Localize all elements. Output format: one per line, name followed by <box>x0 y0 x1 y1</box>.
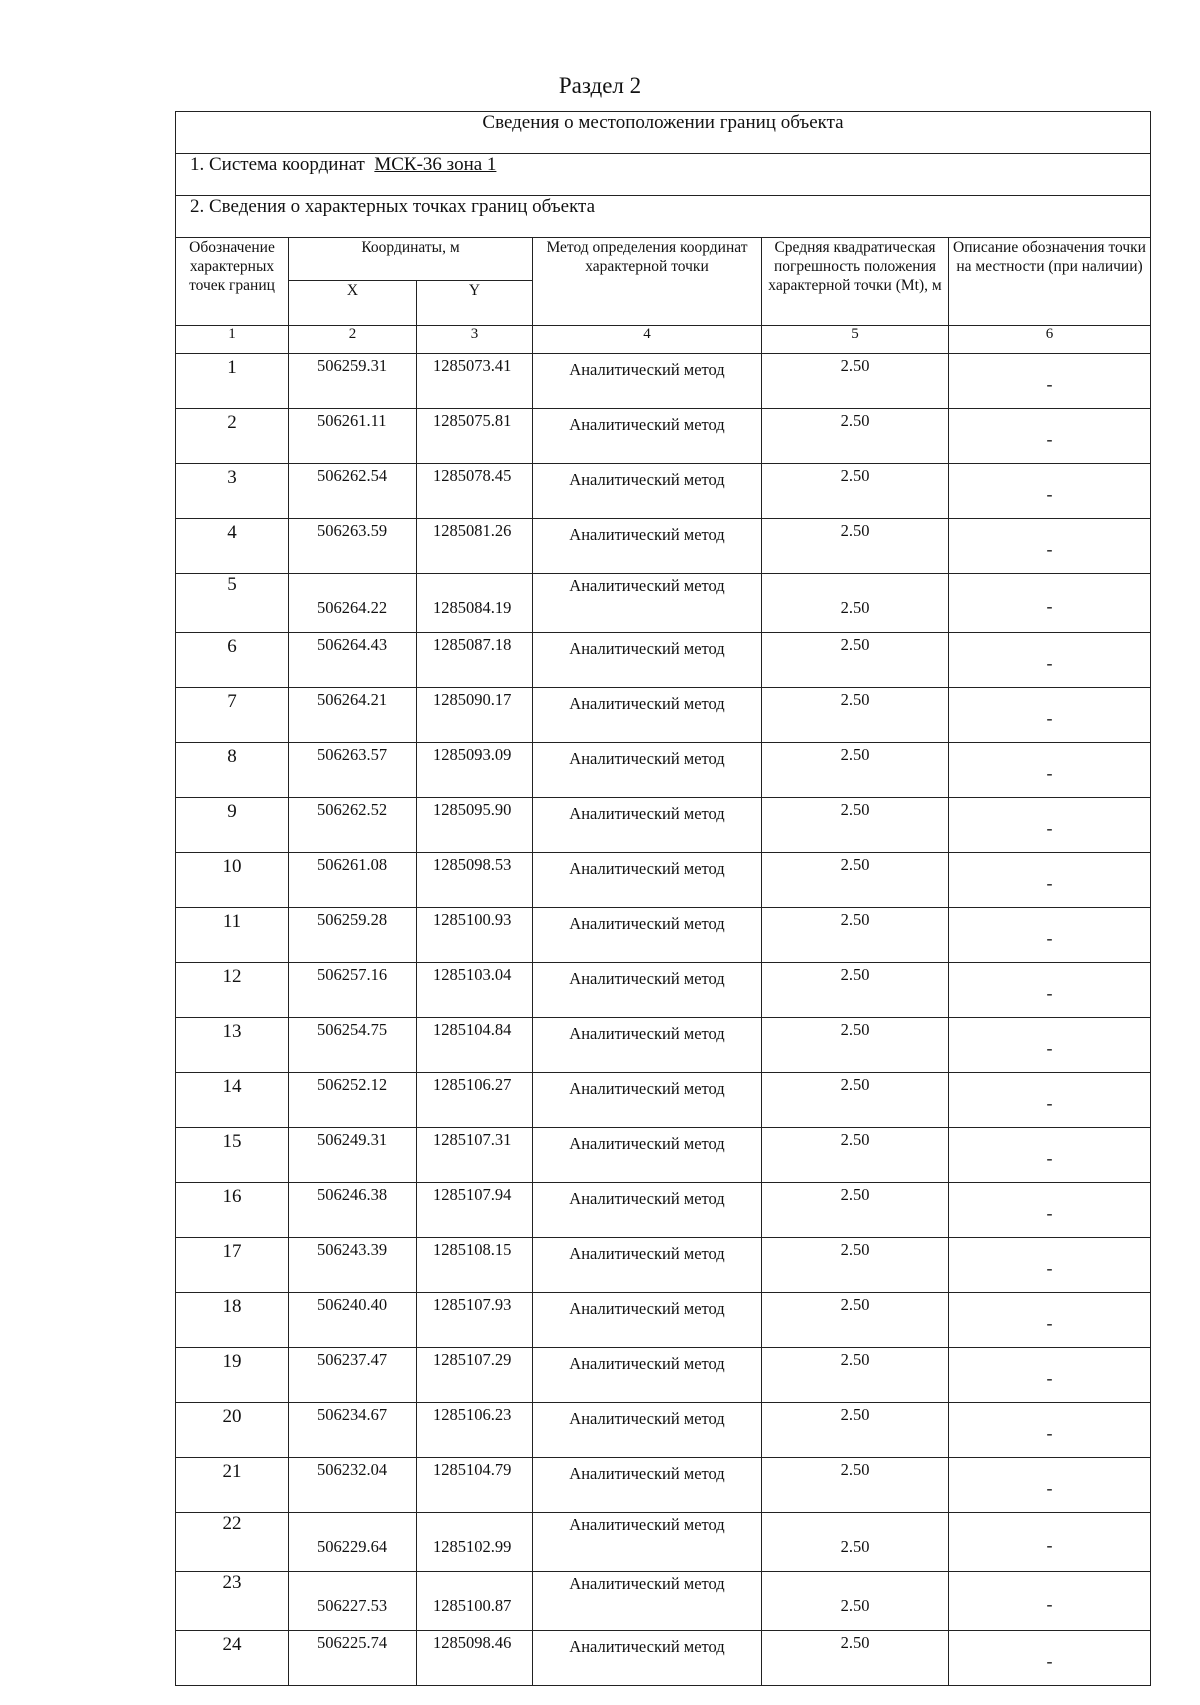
coord-y: 1285081.26 <box>417 519 533 574</box>
point-description: - <box>949 1348 1151 1403</box>
coord-x: 506234.67 <box>289 1403 417 1458</box>
col-number: 2 <box>289 326 417 354</box>
mean-square-error: 2.50 <box>762 963 949 1018</box>
coord-y: 1285075.81 <box>417 409 533 464</box>
table-row <box>176 633 1151 688</box>
coord-y: 1285084.19 <box>417 574 533 633</box>
coord-x: 506246.38 <box>289 1183 417 1238</box>
coord-y: 1285107.94 <box>417 1183 533 1238</box>
coord-y: 1285107.29 <box>417 1348 533 1403</box>
col-header-coordinates: Координаты, м <box>289 238 533 281</box>
method: Аналитический метод <box>533 963 762 1018</box>
coord-y: 1285106.23 <box>417 1403 533 1458</box>
coord-x: 506259.28 <box>289 908 417 963</box>
point-description: - <box>949 798 1151 853</box>
point-number: 13 <box>176 1018 289 1073</box>
coord-y: 1285100.87 <box>417 1572 533 1631</box>
coord-x: 506229.64 <box>289 1513 417 1572</box>
point-number: 19 <box>176 1348 289 1403</box>
method: Аналитический метод <box>533 354 762 409</box>
table-row <box>176 908 1151 963</box>
coordinate-system-line <box>176 154 1151 196</box>
coord-x: 506249.31 <box>289 1128 417 1183</box>
mean-square-error: 2.50 <box>762 519 949 574</box>
col-header-error: Средняя квадратическая погрешность положения характерной точки (Mt), м <box>762 238 949 326</box>
table-row <box>176 1513 1151 1572</box>
coord-x: 506263.59 <box>289 519 417 574</box>
coord-x: 506262.52 <box>289 798 417 853</box>
table-row <box>176 1238 1151 1293</box>
mean-square-error: 2.50 <box>762 688 949 743</box>
method: Аналитический метод <box>533 1631 762 1686</box>
mean-square-error: 2.50 <box>762 1348 949 1403</box>
method: Аналитический метод <box>533 1348 762 1403</box>
points-heading: 2. Сведения о характерных точках границ объекта <box>176 196 1151 238</box>
mean-square-error: 2.50 <box>762 1238 949 1293</box>
point-description: - <box>949 574 1151 633</box>
mean-square-error: 2.50 <box>762 798 949 853</box>
method: Аналитический метод <box>533 1128 762 1183</box>
method: Аналитический метод <box>533 1293 762 1348</box>
coord-x: 506264.22 <box>289 574 417 633</box>
method: Аналитический метод <box>533 853 762 908</box>
mean-square-error: 2.50 <box>762 354 949 409</box>
mean-square-error: 2.50 <box>762 1403 949 1458</box>
coord-y: 1285090.17 <box>417 688 533 743</box>
table-row <box>176 853 1151 908</box>
method: Аналитический метод <box>533 1403 762 1458</box>
point-number: 10 <box>176 853 289 908</box>
table-row <box>176 1018 1151 1073</box>
coord-x: 506261.08 <box>289 853 417 908</box>
col-number: 3 <box>417 326 533 354</box>
coord-y: 1285107.31 <box>417 1128 533 1183</box>
point-number: 20 <box>176 1403 289 1458</box>
coord-y: 1285095.90 <box>417 798 533 853</box>
table-row <box>176 1183 1151 1238</box>
point-description: - <box>949 1513 1151 1572</box>
col-number: 1 <box>176 326 289 354</box>
coord-y: 1285078.45 <box>417 464 533 519</box>
table-row <box>176 1073 1151 1128</box>
point-description: - <box>949 743 1151 798</box>
table-row <box>176 798 1151 853</box>
coord-y: 1285104.79 <box>417 1458 533 1513</box>
method: Аналитический метод <box>533 1073 762 1128</box>
method: Аналитический метод <box>533 519 762 574</box>
table-row <box>176 1631 1151 1686</box>
table-title: Сведения о местоположении границ объекта <box>176 112 1151 154</box>
col-header-designation: Обозначение характерных точек границ <box>176 238 289 326</box>
coord-x: 506243.39 <box>289 1238 417 1293</box>
point-description: - <box>949 1073 1151 1128</box>
coord-x: 506259.31 <box>289 354 417 409</box>
table-row <box>176 1293 1151 1348</box>
mean-square-error: 2.50 <box>762 1073 949 1128</box>
mean-square-error: 2.50 <box>762 853 949 908</box>
method: Аналитический метод <box>533 743 762 798</box>
method: Аналитический метод <box>533 798 762 853</box>
point-number: 14 <box>176 1073 289 1128</box>
point-number: 24 <box>176 1631 289 1686</box>
method: Аналитический метод <box>533 1238 762 1293</box>
coord-y: 1285073.41 <box>417 354 533 409</box>
table-row <box>176 519 1151 574</box>
mean-square-error: 2.50 <box>762 409 949 464</box>
col-number: 6 <box>949 326 1151 354</box>
col-header-method: Метод определения координат характерной точки <box>533 238 762 326</box>
point-number: 11 <box>176 908 289 963</box>
col-header-x: X <box>289 281 417 326</box>
coordinate-system-label: 1. Система координат <box>190 154 365 175</box>
point-number: 15 <box>176 1128 289 1183</box>
coord-x: 506254.75 <box>289 1018 417 1073</box>
point-number: 1 <box>176 354 289 409</box>
mean-square-error: 2.50 <box>762 574 949 633</box>
coord-x: 506240.40 <box>289 1293 417 1348</box>
table-row <box>176 688 1151 743</box>
table-row <box>176 1403 1151 1458</box>
coord-x: 506232.04 <box>289 1458 417 1513</box>
col-number: 4 <box>533 326 762 354</box>
point-description: - <box>949 1238 1151 1293</box>
boundary-points-table <box>175 111 1151 1686</box>
table-row <box>176 963 1151 1018</box>
mean-square-error: 2.50 <box>762 1572 949 1631</box>
point-description: - <box>949 464 1151 519</box>
point-number: 12 <box>176 963 289 1018</box>
point-number: 8 <box>176 743 289 798</box>
coord-y: 1285098.46 <box>417 1631 533 1686</box>
point-description: - <box>949 853 1151 908</box>
method: Аналитический метод <box>533 464 762 519</box>
coord-y: 1285107.93 <box>417 1293 533 1348</box>
section-title: Раздел 2 <box>558 73 642 98</box>
point-description: - <box>949 908 1151 963</box>
point-number: 16 <box>176 1183 289 1238</box>
point-number: 22 <box>176 1513 289 1572</box>
coord-y: 1285098.53 <box>417 853 533 908</box>
coordinate-system-value: МСК-36 зона 1 <box>374 154 497 175</box>
mean-square-error: 2.50 <box>762 743 949 798</box>
table-row <box>176 409 1151 464</box>
mean-square-error: 2.50 <box>762 1631 949 1686</box>
col-header-description: Описание обозначения точки на местности (при наличии) <box>949 238 1151 326</box>
point-number: 21 <box>176 1458 289 1513</box>
method: Аналитический метод <box>533 633 762 688</box>
point-description: - <box>949 409 1151 464</box>
coord-x: 506263.57 <box>289 743 417 798</box>
method: Аналитический метод <box>533 1018 762 1073</box>
method: Аналитический метод <box>533 574 762 633</box>
mean-square-error: 2.50 <box>762 1293 949 1348</box>
point-description: - <box>949 1183 1151 1238</box>
method: Аналитический метод <box>533 1572 762 1631</box>
table-row <box>176 1348 1151 1403</box>
coord-x: 506264.21 <box>289 688 417 743</box>
point-description: - <box>949 1018 1151 1073</box>
method: Аналитический метод <box>533 1513 762 1572</box>
col-number: 5 <box>762 326 949 354</box>
mean-square-error: 2.50 <box>762 1513 949 1572</box>
mean-square-error: 2.50 <box>762 1018 949 1073</box>
point-description: - <box>949 519 1151 574</box>
table-row <box>176 354 1151 409</box>
point-number: 3 <box>176 464 289 519</box>
point-number: 7 <box>176 688 289 743</box>
coord-x: 506264.43 <box>289 633 417 688</box>
point-description: - <box>949 354 1151 409</box>
mean-square-error: 2.50 <box>762 1183 949 1238</box>
method: Аналитический метод <box>533 908 762 963</box>
coord-x: 506225.74 <box>289 1631 417 1686</box>
table-row <box>176 1458 1151 1513</box>
coord-y: 1285102.99 <box>417 1513 533 1572</box>
coord-y: 1285106.27 <box>417 1073 533 1128</box>
point-description: - <box>949 633 1151 688</box>
point-number: 18 <box>176 1293 289 1348</box>
coord-x: 506257.16 <box>289 963 417 1018</box>
coord-x: 506252.12 <box>289 1073 417 1128</box>
point-description: - <box>949 1128 1151 1183</box>
table-row <box>176 464 1151 519</box>
point-number: 2 <box>176 409 289 464</box>
coord-y: 1285093.09 <box>417 743 533 798</box>
point-description: - <box>949 1403 1151 1458</box>
coord-x: 506262.54 <box>289 464 417 519</box>
coord-y: 1285100.93 <box>417 908 533 963</box>
mean-square-error: 2.50 <box>762 1458 949 1513</box>
mean-square-error: 2.50 <box>762 1128 949 1183</box>
mean-square-error: 2.50 <box>762 908 949 963</box>
point-description: - <box>949 1458 1151 1513</box>
table-row <box>176 574 1151 633</box>
point-number: 6 <box>176 633 289 688</box>
coord-y: 1285104.84 <box>417 1018 533 1073</box>
point-description: - <box>949 1631 1151 1686</box>
table-row <box>176 1572 1151 1631</box>
point-number: 9 <box>176 798 289 853</box>
point-description: - <box>949 688 1151 743</box>
point-number: 17 <box>176 1238 289 1293</box>
mean-square-error: 2.50 <box>762 633 949 688</box>
coord-x: 506227.53 <box>289 1572 417 1631</box>
coord-x: 506261.11 <box>289 409 417 464</box>
point-number: 23 <box>176 1572 289 1631</box>
method: Аналитический метод <box>533 688 762 743</box>
method: Аналитический метод <box>533 409 762 464</box>
table-row <box>176 743 1151 798</box>
point-description: - <box>949 1572 1151 1631</box>
table-row <box>176 1128 1151 1183</box>
coord-x: 506237.47 <box>289 1348 417 1403</box>
point-number: 5 <box>176 574 289 633</box>
point-description: - <box>949 963 1151 1018</box>
mean-square-error: 2.50 <box>762 464 949 519</box>
coord-y: 1285108.15 <box>417 1238 533 1293</box>
point-number: 4 <box>176 519 289 574</box>
coord-y: 1285103.04 <box>417 963 533 1018</box>
col-header-y: Y <box>417 281 533 326</box>
method: Аналитический метод <box>533 1183 762 1238</box>
coord-y: 1285087.18 <box>417 633 533 688</box>
method: Аналитический метод <box>533 1458 762 1513</box>
point-description: - <box>949 1293 1151 1348</box>
